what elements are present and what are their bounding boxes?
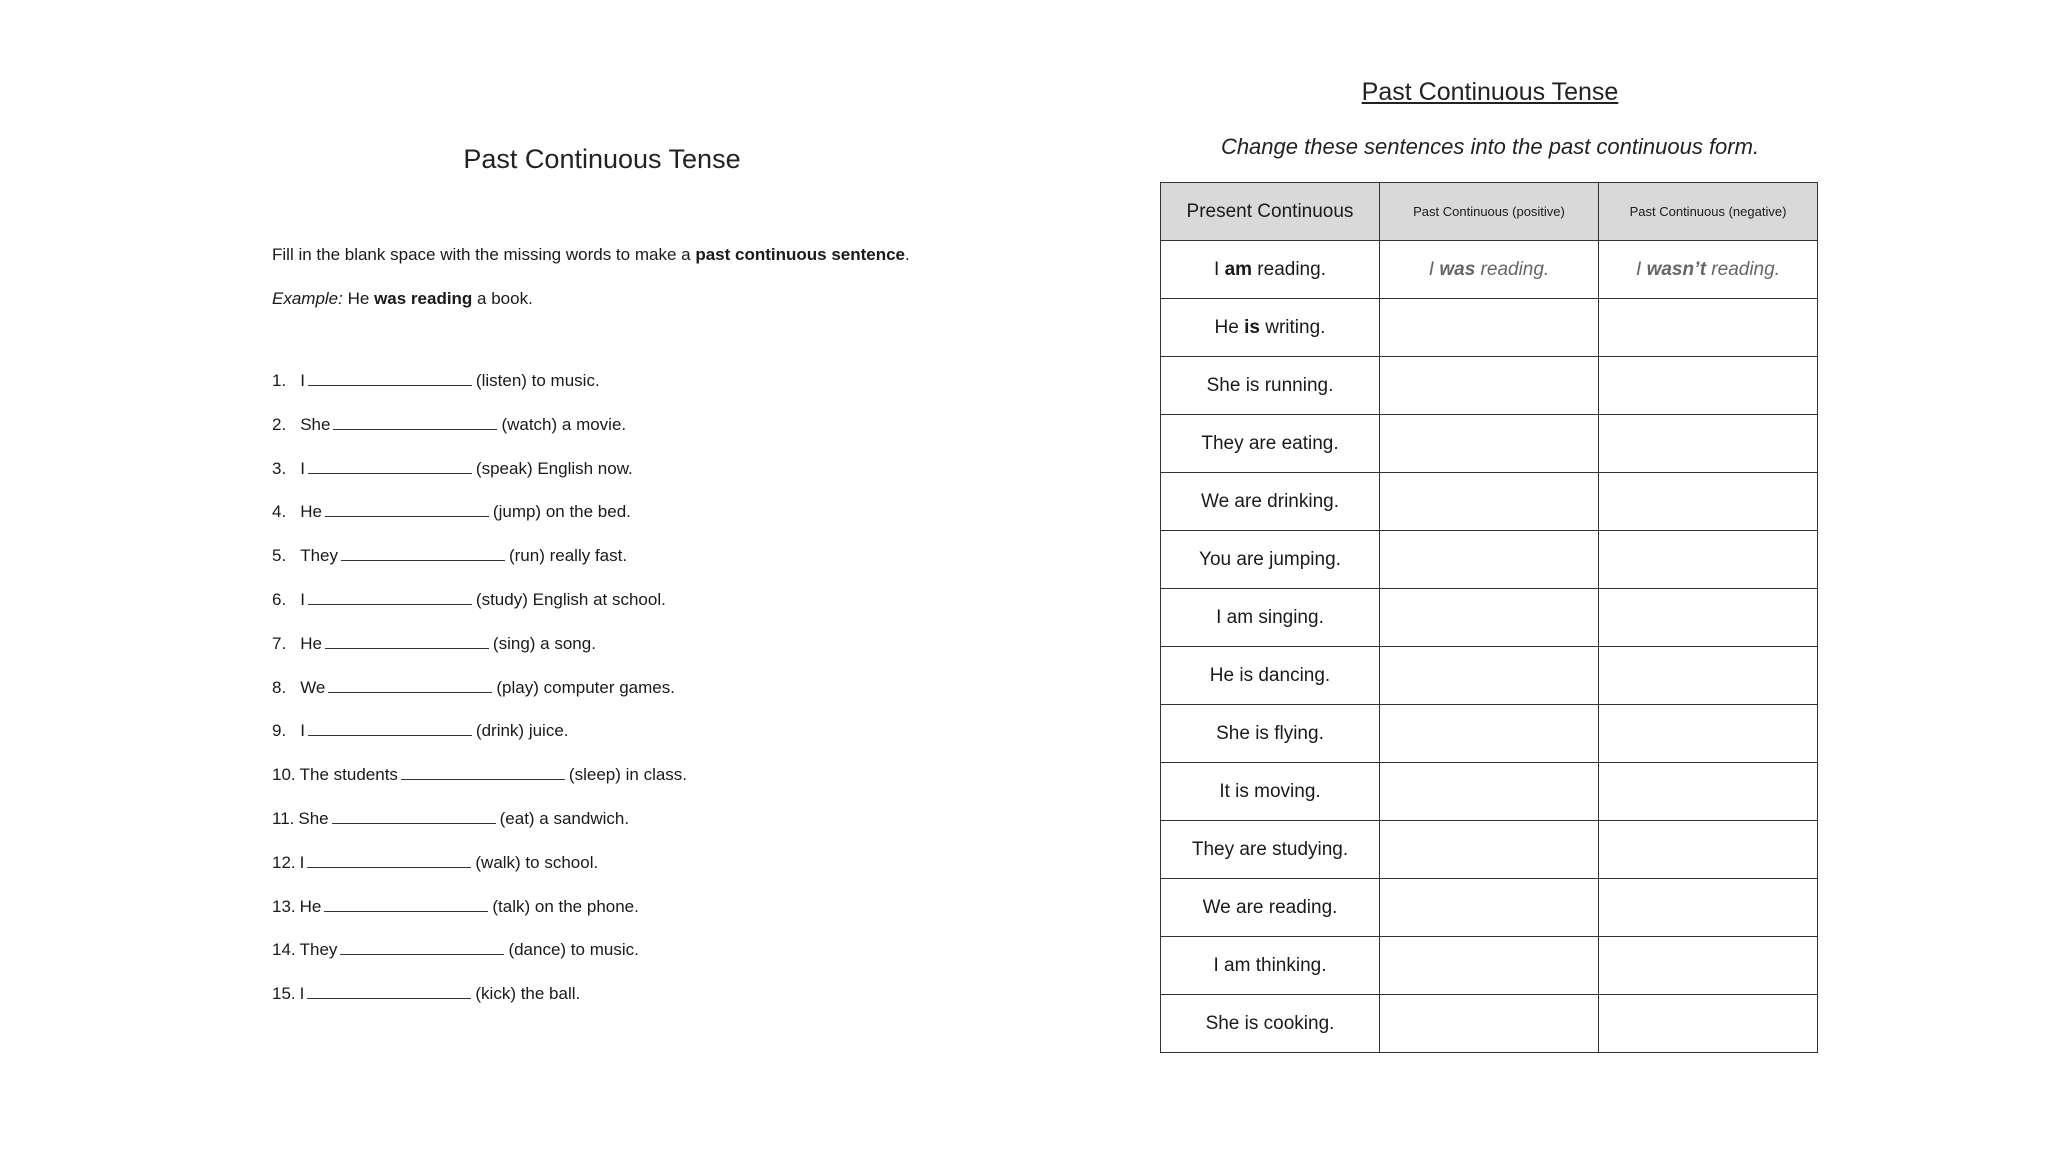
- question-prompt: (walk) to school.: [475, 852, 599, 872]
- question-item: [272, 371, 600, 391]
- question-item: [272, 678, 675, 698]
- table-row: [1161, 589, 1818, 647]
- question-subject: They: [299, 940, 338, 960]
- question-subject: The students: [299, 765, 398, 785]
- example-positive-cell: I was reading.: [1380, 241, 1599, 299]
- question-item: [272, 984, 580, 1004]
- present-continuous-cell: You are jumping.: [1161, 531, 1380, 589]
- question-subject: I: [299, 984, 305, 1004]
- fill-in-instruction: [272, 245, 910, 265]
- example-present-cell: I am reading.: [1161, 241, 1380, 299]
- past-negative-answer-cell[interactable]: [1599, 705, 1818, 763]
- question-subject: We: [300, 677, 326, 697]
- question-subject: He: [300, 633, 322, 653]
- answer-blank[interactable]: [308, 459, 472, 474]
- present-continuous-cell: He is writing.: [1161, 299, 1380, 357]
- answer-blank[interactable]: [341, 546, 505, 561]
- right-worksheet-instruction: Change these sentences into the past continuous form.: [1220, 134, 1760, 159]
- question-number: 2.: [272, 414, 287, 434]
- example-end: a book.: [472, 289, 533, 308]
- past-positive-answer-cell[interactable]: [1380, 473, 1599, 531]
- past-positive-answer-cell[interactable]: [1380, 821, 1599, 879]
- answer-blank[interactable]: [308, 590, 472, 605]
- question-number: 9.: [272, 721, 287, 741]
- table-row: [1161, 647, 1818, 705]
- header-past-positive: Past Continuous (positive): [1380, 183, 1599, 241]
- question-subject: She: [298, 809, 329, 828]
- header-present-continuous: Present Continuous: [1161, 183, 1380, 241]
- question-subject: I: [300, 721, 305, 741]
- past-positive-answer-cell[interactable]: [1380, 589, 1599, 647]
- present-continuous-cell: We are reading.: [1161, 879, 1380, 937]
- example-label: Example:: [272, 289, 343, 308]
- question-item: [272, 940, 639, 960]
- question-prompt: (talk) on the phone.: [492, 896, 639, 916]
- question-number: 1.: [272, 371, 287, 390]
- question-subject: I: [300, 371, 305, 390]
- table-row: [1161, 821, 1818, 879]
- answer-blank[interactable]: [328, 678, 492, 693]
- answer-blank[interactable]: [307, 984, 471, 999]
- answer-blank[interactable]: [325, 502, 489, 517]
- example-bold: was reading: [374, 289, 473, 308]
- question-item: [272, 721, 569, 741]
- question-prompt: (sleep) in class.: [568, 765, 688, 785]
- instruction-bold: past continuous sentence: [695, 245, 906, 264]
- past-negative-answer-cell[interactable]: [1599, 299, 1818, 357]
- question-item: [272, 634, 596, 654]
- question-subject: She: [300, 414, 331, 434]
- past-negative-answer-cell[interactable]: [1599, 589, 1818, 647]
- table-row: [1161, 415, 1818, 473]
- past-negative-answer-cell[interactable]: [1599, 415, 1818, 473]
- question-number: 14.: [272, 940, 296, 960]
- question-item: [272, 765, 687, 785]
- question-number: 5.: [272, 546, 287, 566]
- question-subject: He: [299, 896, 322, 916]
- instruction-end: .: [905, 245, 910, 264]
- question-subject: He: [300, 502, 322, 522]
- question-prompt: (watch) a movie.: [501, 414, 627, 434]
- past-positive-answer-cell[interactable]: [1380, 937, 1599, 995]
- question-item: [272, 809, 629, 829]
- past-positive-answer-cell[interactable]: [1380, 763, 1599, 821]
- question-number: 13.: [272, 896, 296, 916]
- question-subject: I: [300, 458, 305, 478]
- question-prompt: (jump) on the bed.: [492, 502, 631, 522]
- question-subject: They: [300, 546, 338, 566]
- question-item: [272, 415, 626, 435]
- instruction-text: Fill in the blank space with the missing words to make a: [272, 245, 696, 264]
- question-prompt: (sing) a song.: [492, 633, 596, 653]
- question-item: [272, 897, 639, 917]
- conversion-table: [1160, 182, 1818, 1053]
- past-negative-answer-cell[interactable]: [1599, 763, 1818, 821]
- question-subject: I: [299, 852, 305, 872]
- table-header-row: [1161, 183, 1818, 241]
- table-row: [1161, 705, 1818, 763]
- present-continuous-cell: She is flying.: [1161, 705, 1380, 763]
- question-subject: I: [300, 590, 305, 609]
- question-prompt: (kick) the ball.: [475, 984, 581, 1004]
- question-number: 4.: [272, 502, 287, 522]
- answer-blank[interactable]: [332, 809, 496, 824]
- question-prompt: (speak) English now.: [475, 458, 633, 478]
- answer-blank[interactable]: [333, 415, 497, 430]
- present-continuous-cell: I am thinking.: [1161, 937, 1380, 995]
- table-row: [1161, 763, 1818, 821]
- header-past-negative: Past Continuous (negative): [1599, 183, 1818, 241]
- left-worksheet-title: Past Continuous Tense: [463, 144, 741, 174]
- present-continuous-cell: She is running.: [1161, 357, 1380, 415]
- present-continuous-cell: I am singing.: [1161, 589, 1380, 647]
- right-worksheet-title: Past Continuous Tense: [1361, 78, 1619, 106]
- answer-blank[interactable]: [401, 765, 565, 780]
- past-positive-answer-cell[interactable]: [1380, 879, 1599, 937]
- past-positive-answer-cell[interactable]: [1380, 705, 1599, 763]
- question-item: [272, 853, 598, 873]
- question-number: 3.: [272, 458, 287, 478]
- question-number: 11.: [272, 809, 295, 828]
- past-positive-answer-cell[interactable]: [1380, 357, 1599, 415]
- past-positive-answer-cell[interactable]: [1380, 415, 1599, 473]
- question-number: 12.: [272, 852, 296, 872]
- answer-blank[interactable]: [340, 940, 504, 955]
- answer-blank[interactable]: [308, 721, 472, 736]
- example-negative-cell: I wasn’t reading.: [1599, 241, 1818, 299]
- table-row: [1161, 299, 1818, 357]
- past-negative-answer-cell[interactable]: [1599, 821, 1818, 879]
- present-continuous-cell: She is cooking.: [1161, 995, 1380, 1053]
- question-prompt: (eat) a sandwich.: [499, 809, 630, 828]
- present-continuous-cell: They are studying.: [1161, 821, 1380, 879]
- table-row: [1161, 995, 1818, 1053]
- table-row: [1161, 357, 1818, 415]
- past-positive-answer-cell[interactable]: [1380, 647, 1599, 705]
- answer-blank[interactable]: [325, 634, 489, 649]
- answer-blank[interactable]: [324, 897, 488, 912]
- table-row: [1161, 473, 1818, 531]
- past-negative-answer-cell[interactable]: [1599, 357, 1818, 415]
- past-positive-answer-cell[interactable]: [1380, 995, 1599, 1053]
- present-continuous-cell: It is moving.: [1161, 763, 1380, 821]
- question-number: 6.: [272, 590, 287, 609]
- answer-blank[interactable]: [308, 371, 472, 386]
- example-subject: He: [342, 289, 375, 308]
- question-prompt: (dance) to music.: [508, 940, 639, 960]
- past-positive-answer-cell[interactable]: [1380, 299, 1599, 357]
- question-number: 7.: [272, 633, 287, 653]
- question-number: 8.: [272, 677, 287, 697]
- question-item: [272, 502, 631, 522]
- question-prompt: (play) computer games.: [496, 677, 675, 697]
- question-prompt: (listen) to music.: [475, 371, 600, 390]
- present-continuous-cell: We are drinking.: [1161, 473, 1380, 531]
- example-row: [1161, 241, 1818, 299]
- question-number: 10.: [272, 765, 296, 785]
- past-negative-answer-cell[interactable]: [1599, 647, 1818, 705]
- past-negative-answer-cell[interactable]: [1599, 937, 1818, 995]
- answer-blank[interactable]: [307, 853, 471, 868]
- present-continuous-cell: They are eating.: [1161, 415, 1380, 473]
- past-negative-answer-cell[interactable]: [1599, 995, 1818, 1053]
- question-prompt: (run) really fast.: [508, 546, 628, 566]
- question-item: [272, 459, 633, 479]
- table-row: [1161, 879, 1818, 937]
- question-item: [272, 546, 627, 566]
- past-positive-answer-cell[interactable]: [1380, 531, 1599, 589]
- question-prompt: (study) English at school.: [475, 590, 666, 609]
- present-continuous-cell: He is dancing.: [1161, 647, 1380, 705]
- question-item: [272, 590, 666, 610]
- question-number: 15.: [272, 984, 296, 1004]
- past-negative-answer-cell[interactable]: [1599, 473, 1818, 531]
- example-sentence: [272, 289, 533, 309]
- table-row: [1161, 531, 1818, 589]
- table-row: [1161, 937, 1818, 995]
- past-negative-answer-cell[interactable]: [1599, 531, 1818, 589]
- question-prompt: (drink) juice.: [475, 721, 569, 741]
- past-negative-answer-cell[interactable]: [1599, 879, 1818, 937]
